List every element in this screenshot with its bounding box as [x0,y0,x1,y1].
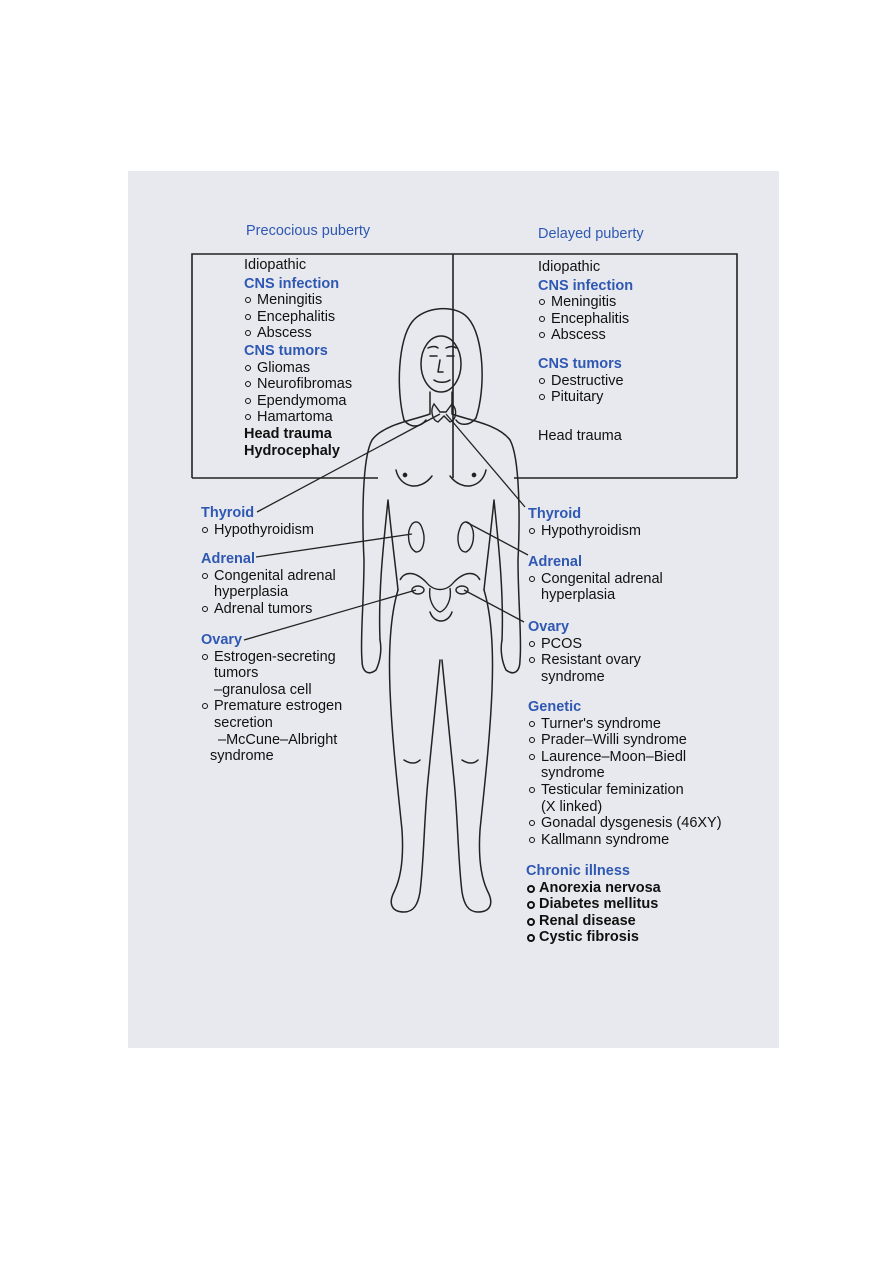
uterus-tubes [400,574,480,590]
cns-infection-title-left: CNS infection [244,275,340,292]
list-item: Encephalitis [244,309,352,326]
list-item: Prader–Willi syndrome [528,732,722,749]
list-item: Hamartoma [244,409,352,426]
adrenal-group-right [528,554,663,604]
adrenal-title-left: Adrenal [201,551,255,567]
list-item: Cystic fibrosis [526,929,661,946]
list-item: Premature estrogen [201,698,342,715]
list-item: Adrenal tumors [201,601,336,618]
cns-infection-list-left [244,292,352,342]
ovary-list-right [528,636,641,686]
list-item: Abscess [538,327,633,344]
cns-tumors-list-right [538,373,633,406]
genetic-title: Genetic [528,699,582,715]
cns-infection-list-right [538,294,633,344]
chronic-illness-group [526,863,661,946]
thyroid-title-left: Thyroid [201,505,255,521]
list-item: PCOS [528,636,641,653]
head-trauma-left: Head trauma [244,425,332,442]
list-item-continuation: hyperplasia [214,584,289,601]
cns-tumors-title-left: CNS tumors [244,342,328,359]
idiopathic-left: Idiopathic [244,257,307,273]
thyroid-title-right: Thyroid [528,506,582,522]
list-item: Hypothyroidism [201,522,314,539]
head-trauma-right: Head trauma [538,427,622,444]
list-item-continuation: (X linked) [541,798,603,815]
ovary-title-right: Ovary [528,619,570,635]
thyroid-list-left [201,522,314,539]
cns-infection-title-right: CNS infection [538,277,634,294]
genetic-list [528,716,722,849]
list-item: Meningitis [538,294,633,311]
list-item: Abscess [244,325,352,342]
idiopathic-right: Idiopathic [538,259,601,275]
thyroid-group-right [528,506,641,539]
list-item-continuation: syndrome [541,765,605,782]
list-item: Diabetes mellitus [526,896,661,913]
list-item: Destructive [538,373,633,390]
list-item-continuation: tumors [214,665,259,682]
list-item: Congenital adrenal [201,568,336,585]
list-item: Resistant ovary [528,652,641,669]
ovary-right [456,586,468,594]
list-item: Anorexia nervosa [526,880,661,897]
list-item: Meningitis [244,292,352,309]
delayed-causes-box [538,259,633,444]
list-item: Pituitary [538,389,633,406]
leader-thyroid-right [446,414,525,507]
cns-tumors-list-left [244,360,352,426]
list-item-continuation: syndrome [541,668,605,685]
ovary-title-left: Ovary [201,632,243,648]
list-item-continuation: –McCune–Albright [218,731,338,748]
hair [399,309,482,420]
list-item-continuation: –granulosa cell [214,681,312,698]
list-item: Kallmann syndrome [528,832,722,849]
adrenal-list-right [528,571,663,604]
list-item: Gonadal dysgenesis (46XY) [528,815,722,832]
hydrocephaly: Hydrocephaly [244,442,340,459]
chronic-illness-title: Chronic illness [526,863,630,879]
list-item: Estrogen-secreting [201,649,342,666]
list-item: Laurence–Moon–Biedl [528,749,722,766]
cns-tumors-title-right: CNS tumors [538,355,622,372]
header-delayed: Delayed puberty [538,226,644,242]
list-item-continuation: secretion [214,714,273,731]
adrenal-list-left [201,568,336,618]
precocious-causes-box [244,257,352,459]
female-body-outline [361,309,520,912]
list-item: Testicular feminization [528,782,722,799]
thyroid-group-left [201,505,314,538]
list-item: Congenital adrenal [528,571,663,588]
list-item: Gliomas [244,360,352,377]
adrenal-group-left [201,551,336,617]
list-item-continuation: hyperplasia [541,587,616,604]
leader-ovary-right [464,590,524,622]
list-item: Hypothyroidism [528,523,641,540]
list-item: Turner's syndrome [528,716,722,733]
adrenal-title-right: Adrenal [528,554,582,570]
adrenal-kidney-left [409,522,424,552]
chronic-illness-list [526,880,661,946]
organs [400,404,480,612]
list-item-continuation: syndrome [210,748,274,765]
list-item: Neurofibromas [244,376,352,393]
uterus [430,588,451,612]
face [421,336,461,392]
header-precocious: Precocious puberty [246,223,371,239]
list-item: Encephalitis [538,311,633,328]
genetic-group [528,699,722,848]
ovary-list-left [201,649,342,765]
ovary-group-right [528,619,641,685]
list-item: Ependymoma [244,393,352,410]
list-item: Renal disease [526,913,661,930]
ovary-group-left [201,632,342,765]
adrenal-kidney-right [458,522,473,552]
thyroid-list-right [528,523,641,540]
